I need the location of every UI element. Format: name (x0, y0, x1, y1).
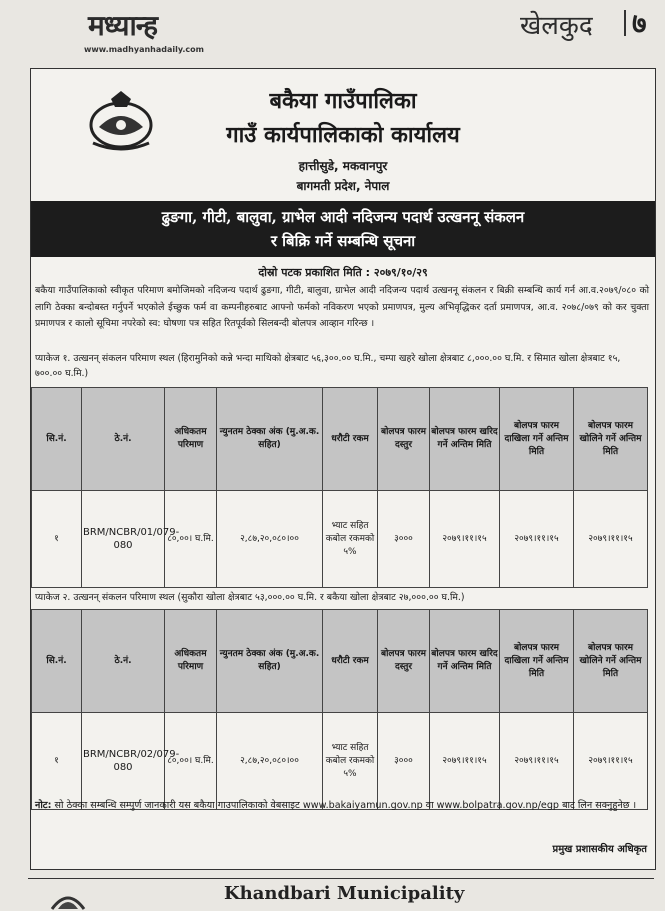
header-cell: बोलपत्र फारम खरिद गर्ने अन्तिम मिति (430, 610, 500, 713)
municipality-emblem-icon (48, 885, 88, 911)
table-header-row (32, 610, 648, 713)
header-cell: अधिकतम परिमाण (165, 388, 217, 491)
header-cell: बोलपत्र फारम दस्तुर (378, 388, 430, 491)
header-cell: ठे.नं. (82, 610, 165, 713)
header-cell: सि.नं. (32, 388, 82, 491)
cell-contract-no: BRM/NCBR/01/079-080 (82, 491, 165, 588)
header-cell: सि.नं. (32, 610, 82, 713)
cell-form-fee: ३००० (378, 713, 430, 810)
newspaper-logo: मध्यान्ह (88, 9, 158, 42)
cell-deposit: भ्याट सहित कबोल रकमको ५% (323, 713, 378, 810)
cell-form-fee: ३००० (378, 491, 430, 588)
header-cell: धरौटी रकम (323, 388, 378, 491)
note-text: सो ठेक्का सम्बन्धि सम्पुर्ण जानकारी यस बकैया गाउपालिकाको वेबसाइट www.bakaiyamun.gov.np वा www.bolpatra.gov.np/egp बाट लिन सक्नुहुनेछ । (54, 800, 637, 811)
header-cell: बोलपत्र फारम खरिद गर्ने अन्तिम मिति (430, 388, 500, 491)
cell-serial: १ (32, 491, 82, 588)
next-notice-title: Khandbari Municipality (224, 883, 465, 904)
header-cell: अधिकतम परिमाण (165, 610, 217, 713)
cell-max-quantity: ८०,००। घ.मि. (165, 491, 217, 588)
notice-body: बकैया गाउँपालिकाको स्वीकृत परिमाण बमोजिमको नदिजन्य पदार्थ ढुङगा, गीटी, बालुवा, ग्राभेल आदी नदिजन्य पदार्थ उत्खननू संकलन र बिक्री सम्बन्धि कार्य गर्न आ.व.२०७९/०८० को लागि ठेक्का बन्दोबस्त गर्नुपर्ने भएकोले ईच्छुक फर्म वा कम्पनीहरुबाट आफ्नो फर्मको नविकरण भएको प्रमाणपत्र, मुल्य अभिवृद्धिकर दर्ता प्रमाणपत्र, आ.व. २०७८/०७९ को कर चुक्ता प्रमाणपत्र र कालो सूचिमा नपरेको स्व: घोषणा पत्र सहित रितपूर्वको सिलबन्दी बोलपत्र आव्हान गरिन्छ । (35, 285, 649, 329)
package-1-table (31, 387, 648, 588)
section-divider (624, 10, 626, 36)
cell-serial: १ (32, 713, 82, 810)
table-header-row (32, 388, 648, 491)
notice-title-line-1: ढुङगा, गीटी, बालुवा, ग्राभेल आदी नदिजन्य पदार्थ उत्खननू संकलन (161, 208, 525, 226)
website-url: www.madhyanhadaily.com (84, 45, 204, 54)
signature-title: प्रमुख प्रशासकीय अधिकृत (552, 844, 647, 855)
cell-open-date: २०७९।११।१५ (574, 713, 648, 810)
cell-submit-date: २०७९।११।१५ (500, 713, 574, 810)
next-notice (28, 878, 654, 911)
address-line-2: बागमती प्रदेश, नेपाल (296, 179, 390, 193)
header-cell: बोलपत्र फारम दस्तुर (378, 610, 430, 713)
cell-open-date: २०७९।११।१५ (574, 491, 648, 588)
publication-date: दोस्रो पटक प्रकाशित मिति : २०७९/१०/२९ (258, 266, 428, 279)
office-name: गाउँ कार्यपालिकाको कार्यालय (226, 122, 460, 148)
cell-min-amount: २,८७,२०,०८०।०० (217, 713, 323, 810)
header-cell: धरौटी रकम (323, 610, 378, 713)
header-cell: बोलपत्र फारम दाखिला गर्ने अन्तिम मिति (500, 388, 574, 491)
cell-submit-date: २०७९।११।१५ (500, 491, 574, 588)
header-cell: बोलपत्र फारम खोलिने गर्ने अन्तिम मिति (574, 610, 648, 713)
section-name: खेलकुद (520, 11, 593, 41)
cell-purchase-date: २०७९।११।१५ (430, 713, 500, 810)
masthead (0, 0, 665, 60)
table-row (32, 713, 648, 810)
page-number: ७ (632, 7, 647, 40)
cell-purchase-date: २०७९।११।१५ (430, 491, 500, 588)
package-1-description: प्याकेज १. उत्खनन् संकलन परिमाण स्थल (हिरामुनिको कन्ने भन्दा माथिको क्षेत्रबाट ५६,३००.०० घ.मि., चम्पा खहरे खोला क्षेत्रबाट ८,०००.०० घ.मि. र सिमात खोला क्षेत्रबाट १५, ७००.०० घ.मि.) (35, 353, 621, 379)
note-label: नोट: (35, 800, 52, 811)
cell-max-quantity: ८०,००। घ.मि. (165, 713, 217, 810)
notice-title-line-2: र बिक्रि गर्ने सम्बन्धि सूचना (270, 232, 416, 250)
header-cell: ठे.नं. (82, 388, 165, 491)
cell-contract-no: BRM/NCBR/02/079-080 (82, 713, 165, 810)
header-cell: बोलपत्र फारम दाखिला गर्ने अन्तिम मिति (500, 610, 574, 713)
cell-deposit: भ्याट सहित कबोल रकमको ५% (323, 491, 378, 588)
package-2-description: प्याकेज २. उत्खनन् संकलन परिमाण स्थल (सुकौरा खोला क्षेत्रबाट ५३,०००.०० घ.मि. र बकैया खोला क्षेत्रबाट २७,०००.०० घ.मि.) (35, 592, 465, 603)
header-cell: न्युनतम ठेक्का अंक (मु.अ.क. सहित) (217, 388, 323, 491)
public-notice (30, 68, 656, 870)
table-row (32, 491, 648, 588)
package-2-table (31, 609, 648, 810)
address-line-1: हात्तीसुडे, मकवानपुर (298, 159, 388, 173)
org-name: बकैया गाउँपालिका (269, 88, 417, 114)
header-cell: न्युनतम ठेक्का अंक (मु.अ.क. सहित) (217, 610, 323, 713)
notice-note (35, 797, 649, 815)
notice-title-banner (31, 201, 655, 257)
header-cell: बोलपत्र फारम खोलिने गर्ने अन्तिम मिति (574, 388, 648, 491)
cell-min-amount: २,८७,२०,०८०।०० (217, 491, 323, 588)
